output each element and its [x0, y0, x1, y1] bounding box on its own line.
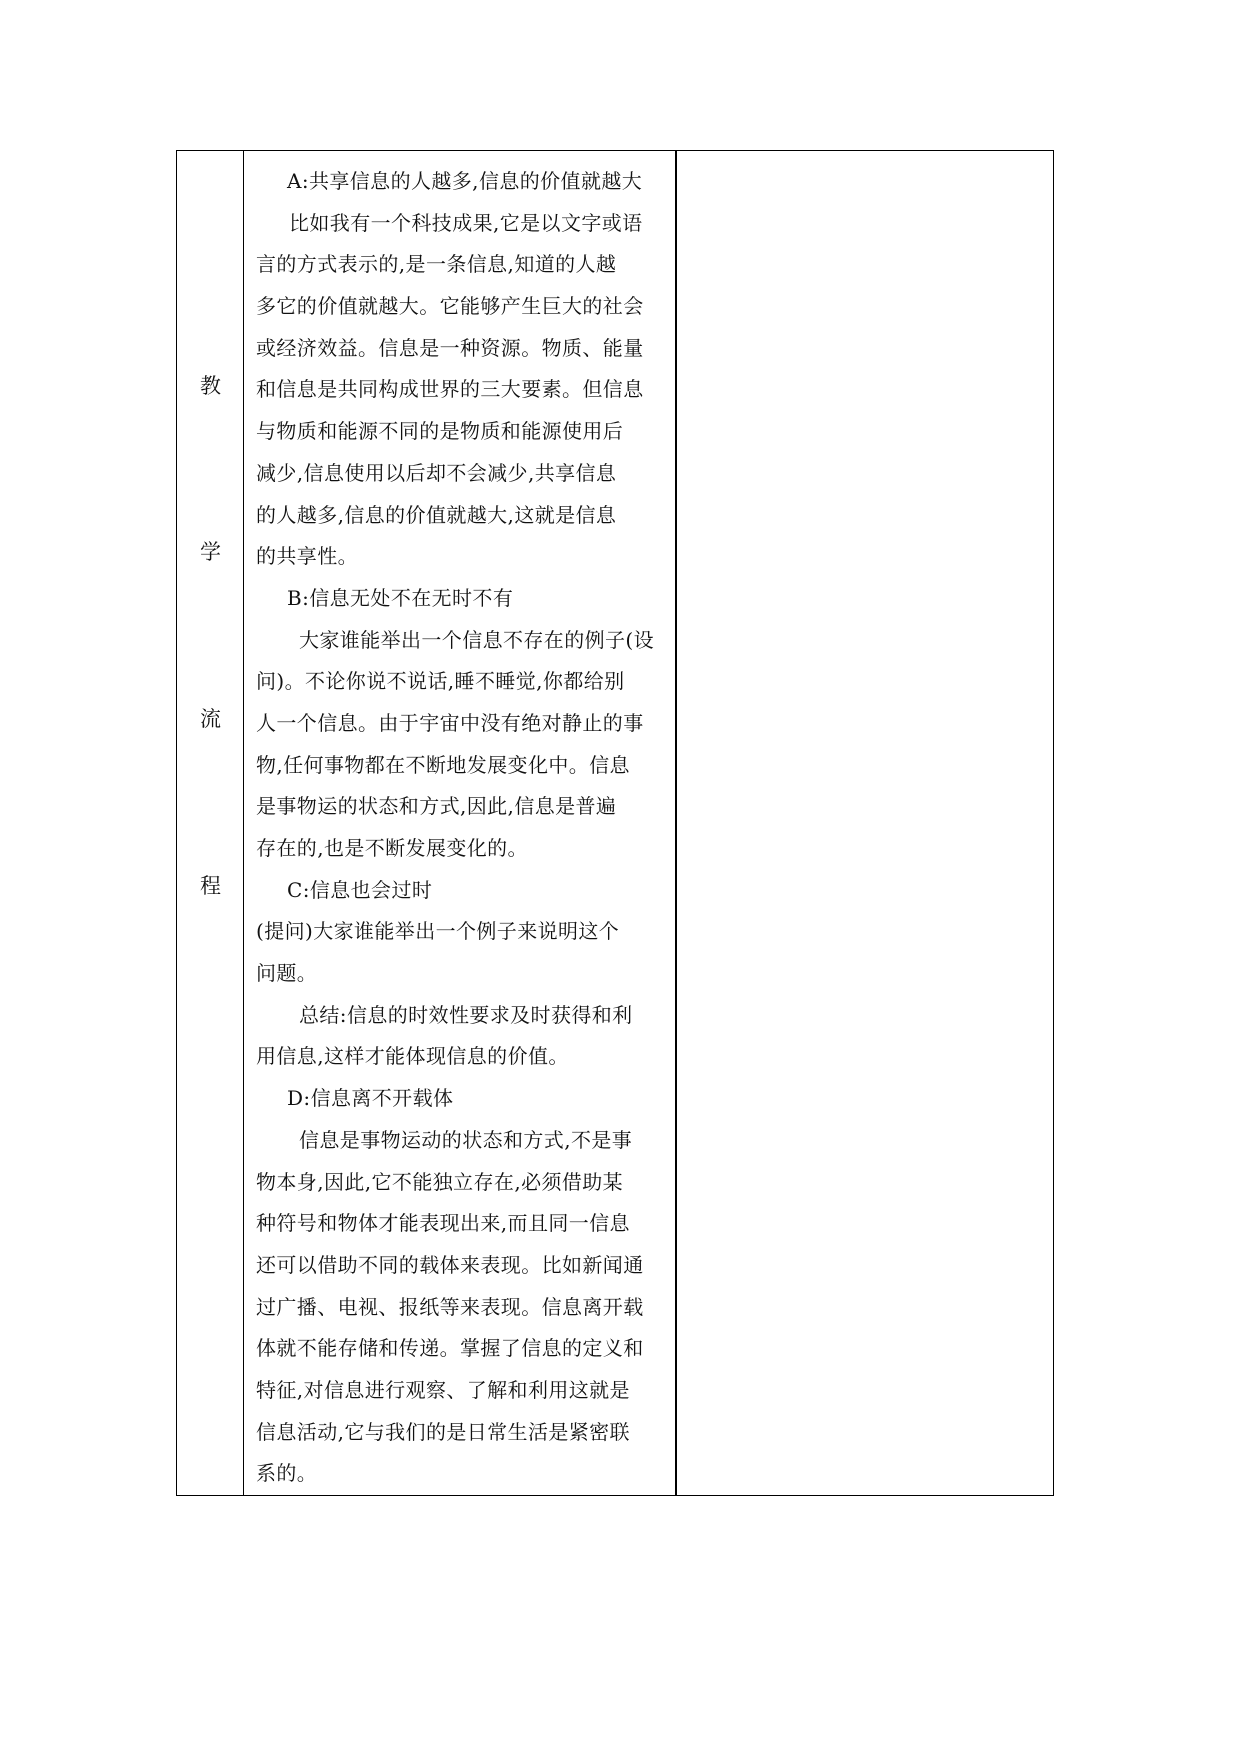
content-line: 用信息,这样才能体现信息的价值。: [256, 1044, 569, 1069]
content-line: 种符号和物体才能表现出来,而且同一信息: [256, 1211, 630, 1236]
section-label-char: 学: [200, 540, 221, 564]
table-row: [177, 151, 1054, 1496]
content-line: 和信息是共同构成世界的三大要素。但信息: [256, 377, 644, 402]
section-label-char: 程: [200, 874, 221, 898]
content-line: 或经济效益。信息是一种资源。物质、能量: [256, 335, 644, 360]
content-line: D:信息离不开载体: [287, 1086, 454, 1111]
content-line: 的人越多,信息的价值就越大,这就是信息: [256, 502, 617, 527]
content-line: 还可以借助不同的载体来表现。比如新闻通: [256, 1252, 644, 1277]
lesson-table: [176, 150, 1054, 1496]
content-line: A:共享信息的人越多,信息的价值就越大: [287, 169, 643, 193]
content-line: 特征,对信息进行观察、了解和利用这就是: [256, 1377, 630, 1402]
content-line: 言的方式表示的,是一条信息,知道的人越: [256, 252, 617, 277]
content-line: (提问)大家谁能举出一个例子来说明这个: [256, 919, 620, 944]
content-line: 系的。: [256, 1461, 318, 1486]
content-line: 是事物运的状态和方式,因此,信息是普遍: [256, 794, 617, 819]
content-line: B:信息无处不在无时不有: [287, 585, 514, 610]
section-label-char: 流: [200, 707, 221, 731]
content-line: 减少,信息使用以后却不会减少,共享信息: [256, 460, 617, 485]
content-line: 比如我有一个科技成果,它是以文字或语: [289, 210, 643, 235]
section-label-cell: [177, 151, 244, 1496]
content-line: 人一个信息。由于宇宙中没有绝对静止的事: [256, 710, 644, 735]
content-line: 存在的,也是不断发展变化的。: [256, 836, 528, 860]
content-line: 物本身,因此,它不能独立存在,必须借助某: [256, 1169, 624, 1194]
content-line: 信息是事物运动的状态和方式,不是事: [299, 1127, 633, 1152]
content-line: 大家谁能举出一个信息不存在的例子(设: [299, 627, 655, 652]
teaching-content-cell: [244, 151, 676, 1496]
content-line: 的共享性。: [256, 544, 358, 569]
content-line: C:信息也会过时: [287, 877, 433, 902]
content-line: 总结:信息的时效性要求及时获得和利: [299, 1002, 633, 1027]
content-line: 过广播、电视、报纸等来表现。信息离开载: [256, 1294, 644, 1319]
teaching-content: [244, 151, 673, 1495]
content-line: 信息活动,它与我们的是日常生活是紧密联: [256, 1419, 630, 1444]
content-line: 多它的价值就越大。它能够产生巨大的社会: [256, 294, 644, 319]
content-line: 问题。: [256, 961, 318, 986]
content-line: 物,任何事物都在不断地发展变化中。信息: [256, 752, 630, 777]
notes-cell: [676, 151, 1054, 1496]
content-line: 体就不能存储和传递。掌握了信息的定义和: [256, 1336, 644, 1361]
content-line: 问)。不论你说不说话,睡不睡觉,你都给别: [256, 669, 625, 694]
content-line: 与物质和能源不同的是物质和能源使用后: [256, 419, 624, 444]
section-label-char: 教: [200, 374, 221, 398]
